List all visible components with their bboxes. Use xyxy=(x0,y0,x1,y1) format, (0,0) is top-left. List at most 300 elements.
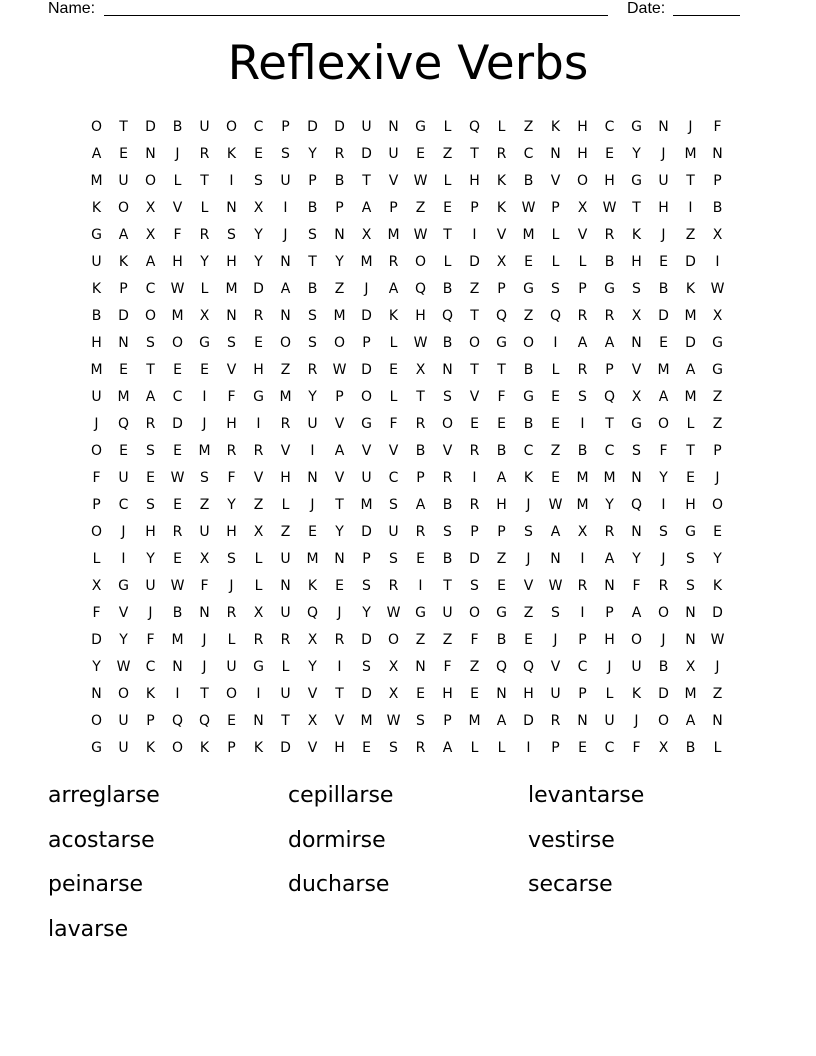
grid-letter: C xyxy=(118,496,129,513)
grid-letter: W xyxy=(332,361,347,378)
grid-letter: E xyxy=(524,631,533,648)
grid-letter: M xyxy=(468,712,481,729)
grid-letter: V xyxy=(496,226,507,243)
grid-letter: G xyxy=(523,280,534,297)
grid-letter: B xyxy=(658,280,669,297)
grid-letter: Z xyxy=(712,415,723,432)
grid-letter: P xyxy=(389,199,398,216)
grid-letter: F xyxy=(659,442,668,459)
grid-letter: G xyxy=(415,604,426,621)
grid-letter: V xyxy=(550,658,561,675)
grid-letter: L xyxy=(443,253,452,270)
grid-letter: C xyxy=(604,118,615,135)
grid-letter: K xyxy=(631,685,642,702)
grid-letter: P xyxy=(335,388,344,405)
grid-letter: J xyxy=(688,118,693,135)
word-list-item: levantarse xyxy=(528,783,645,808)
grid-letter: R xyxy=(253,631,264,648)
grid-letter: F xyxy=(173,226,182,243)
word-list-item: secarse xyxy=(528,872,613,897)
grid-letter: N xyxy=(280,253,291,270)
grid-letter: R xyxy=(415,415,426,432)
grid-letter: M xyxy=(387,226,400,243)
grid-letter: W xyxy=(170,280,185,297)
grid-letter: O xyxy=(90,442,103,459)
grid-letter: Z xyxy=(523,307,534,324)
grid-letter: Z xyxy=(496,550,507,567)
grid-letter: U xyxy=(91,388,102,405)
grid-letter: K xyxy=(226,145,237,162)
grid-letter: B xyxy=(604,253,615,270)
grid-letter: X xyxy=(253,604,264,621)
grid-letter: Q xyxy=(306,604,319,621)
grid-row xyxy=(83,626,731,653)
grid-letter: O xyxy=(441,415,454,432)
grid-letter: E xyxy=(551,388,560,405)
grid-letter: Z xyxy=(415,199,426,216)
grid-letter: E xyxy=(227,712,236,729)
grid-letter: Y xyxy=(308,388,317,405)
grid-letter: O xyxy=(90,523,103,540)
grid-letter: N xyxy=(91,685,102,702)
grid-letter: I xyxy=(283,199,288,216)
grid-letter: S xyxy=(524,523,533,540)
grid-letter: D xyxy=(658,307,669,324)
grid-letter: K xyxy=(496,199,507,216)
grid-letter: U xyxy=(199,118,210,135)
grid-letter: A xyxy=(631,604,642,621)
grid-letter: K xyxy=(631,226,642,243)
grid-letter: Z xyxy=(523,118,534,135)
grid-letter: F xyxy=(200,577,209,594)
grid-letter: D xyxy=(658,685,669,702)
grid-letter: S xyxy=(308,226,317,243)
grid-letter: Q xyxy=(468,118,481,135)
grid-letter: R xyxy=(280,631,291,648)
grid-letter: A xyxy=(496,469,507,486)
grid-letter: L xyxy=(92,550,101,567)
grid-letter: Z xyxy=(469,280,480,297)
grid-letter: M xyxy=(657,361,670,378)
grid-letter: L xyxy=(497,118,506,135)
grid-letter: Z xyxy=(280,361,291,378)
grid-letter: K xyxy=(496,172,507,189)
grid-letter: Z xyxy=(442,145,453,162)
grid-letter: W xyxy=(548,496,563,513)
grid-letter: N xyxy=(415,658,426,675)
grid-letter: R xyxy=(388,577,399,594)
grid-letter: E xyxy=(470,415,479,432)
grid-letter: Q xyxy=(549,307,562,324)
grid-letter: G xyxy=(253,388,264,405)
grid-letter: P xyxy=(362,550,371,567)
grid-letter: O xyxy=(711,496,724,513)
grid-letter: H xyxy=(577,145,588,162)
grid-letter: R xyxy=(442,469,453,486)
grid-row xyxy=(83,356,731,383)
grid-letter: M xyxy=(684,145,697,162)
grid-letter: U xyxy=(442,604,453,621)
grid-letter: G xyxy=(118,577,129,594)
grid-letter: R xyxy=(550,712,561,729)
grid-letter: E xyxy=(524,253,533,270)
grid-letter: S xyxy=(227,226,236,243)
grid-row xyxy=(83,221,731,248)
grid-letter: M xyxy=(279,388,292,405)
grid-letter: S xyxy=(632,442,641,459)
grid-letter: A xyxy=(91,145,102,162)
grid-letter: N xyxy=(685,631,696,648)
grid-letter: Y xyxy=(308,658,317,675)
grid-letter: J xyxy=(175,145,180,162)
grid-letter: M xyxy=(576,469,589,486)
grid-letter: E xyxy=(659,253,668,270)
grid-letter: E xyxy=(713,523,722,540)
grid-letter: W xyxy=(413,334,428,351)
grid-letter: N xyxy=(334,226,345,243)
grid-letter: U xyxy=(280,172,291,189)
grid-letter: F xyxy=(497,388,506,405)
grid-row xyxy=(83,653,731,680)
grid-letter: K xyxy=(523,469,534,486)
grid-letter: L xyxy=(281,658,290,675)
grid-letter: X xyxy=(685,658,696,675)
grid-letter: R xyxy=(604,523,615,540)
grid-letter: V xyxy=(334,712,345,729)
grid-letter: V xyxy=(523,577,534,594)
grid-letter: S xyxy=(146,496,155,513)
word-list-item: peinarse xyxy=(48,872,144,897)
grid-letter: F xyxy=(227,388,236,405)
grid-letter: S xyxy=(227,334,236,351)
grid-letter: S xyxy=(686,550,695,567)
grid-letter: Y xyxy=(659,469,668,486)
grid-letter: E xyxy=(119,442,128,459)
grid-letter: F xyxy=(92,469,101,486)
grid-letter: S xyxy=(632,280,641,297)
grid-letter: E xyxy=(389,361,398,378)
grid-letter: G xyxy=(712,361,723,378)
grid-letter: A xyxy=(658,388,669,405)
grid-letter: L xyxy=(551,361,560,378)
grid-letter: G xyxy=(415,118,426,135)
grid-letter: C xyxy=(172,388,183,405)
grid-letter: S xyxy=(308,334,317,351)
grid-letter: K xyxy=(91,199,102,216)
grid-letter: J xyxy=(526,550,531,567)
grid-letter: G xyxy=(496,604,507,621)
grid-row xyxy=(83,464,731,491)
grid-letter: Q xyxy=(630,496,643,513)
grid-letter: S xyxy=(416,712,425,729)
grid-letter: H xyxy=(496,496,507,513)
grid-letter: H xyxy=(334,739,345,756)
grid-letter: Y xyxy=(254,253,263,270)
grid-letter: R xyxy=(577,577,588,594)
grid-letter: H xyxy=(226,415,237,432)
grid-letter: U xyxy=(388,523,399,540)
grid-letter: I xyxy=(688,199,693,216)
grid-letter: U xyxy=(118,739,129,756)
grid-letter: X xyxy=(199,307,210,324)
grid-letter: G xyxy=(631,172,642,189)
grid-letter: S xyxy=(254,172,263,189)
grid-letter: H xyxy=(172,253,183,270)
grid-letter: E xyxy=(605,145,614,162)
grid-letter: I xyxy=(553,334,558,351)
grid-letter: V xyxy=(226,361,237,378)
grid-letter: S xyxy=(443,523,452,540)
grid-letter: M xyxy=(360,712,373,729)
grid-letter: N xyxy=(280,577,291,594)
grid-letter: H xyxy=(577,118,588,135)
grid-letter: U xyxy=(118,172,129,189)
grid-letter: C xyxy=(604,442,615,459)
grid-letter: J xyxy=(607,658,612,675)
grid-letter: N xyxy=(577,712,588,729)
grid-letter: I xyxy=(580,415,585,432)
grid-letter: D xyxy=(280,739,291,756)
grid-letter: L xyxy=(551,226,560,243)
grid-letter: X xyxy=(658,739,669,756)
grid-letter: U xyxy=(199,523,210,540)
grid-letter: B xyxy=(685,739,696,756)
grid-letter: U xyxy=(280,550,291,567)
grid-letter: S xyxy=(200,469,209,486)
grid-letter: M xyxy=(684,388,697,405)
grid-letter: R xyxy=(658,577,669,594)
grid-letter: M xyxy=(603,469,616,486)
grid-letter: J xyxy=(229,577,234,594)
grid-letter: E xyxy=(416,145,425,162)
grid-letter: G xyxy=(523,388,534,405)
grid-letter: I xyxy=(661,496,666,513)
grid-letter: O xyxy=(90,712,103,729)
grid-letter: W xyxy=(710,631,725,648)
grid-letter: S xyxy=(551,604,560,621)
grid-letter: I xyxy=(202,388,207,405)
grid-letter: B xyxy=(307,199,318,216)
grid-letter: A xyxy=(145,388,156,405)
grid-letter: W xyxy=(413,172,428,189)
date-label: Date: xyxy=(627,0,666,17)
grid-letter: U xyxy=(388,145,399,162)
grid-letter: F xyxy=(713,118,722,135)
grid-letter: H xyxy=(415,307,426,324)
grid-letter: P xyxy=(713,172,722,189)
grid-letter: P xyxy=(335,199,344,216)
grid-letter: R xyxy=(334,631,345,648)
grid-letter: N xyxy=(712,712,723,729)
grid-letter: U xyxy=(118,469,129,486)
grid-letter: G xyxy=(604,280,615,297)
grid-letter: Z xyxy=(280,523,291,540)
grid-letter: Q xyxy=(495,307,508,324)
grid-letter: L xyxy=(470,739,479,756)
grid-letter: X xyxy=(91,577,102,594)
grid-letter: N xyxy=(604,577,615,594)
grid-letter: M xyxy=(360,253,373,270)
grid-letter: A xyxy=(604,550,615,567)
grid-letter: U xyxy=(91,253,102,270)
grid-letter: H xyxy=(658,199,669,216)
grid-letter: X xyxy=(253,199,264,216)
grid-letter: L xyxy=(200,199,209,216)
grid-letter: S xyxy=(146,334,155,351)
date-blank-line xyxy=(673,15,740,16)
grid-letter: T xyxy=(416,388,425,405)
grid-letter: Y xyxy=(200,253,209,270)
word-list-item: cepillarse xyxy=(288,783,394,808)
grid-letter: M xyxy=(90,172,103,189)
grid-letter: N xyxy=(280,307,291,324)
grid-letter: J xyxy=(364,280,369,297)
name-label: Name: xyxy=(48,0,96,17)
grid-letter: O xyxy=(117,199,130,216)
grid-letter: G xyxy=(496,334,507,351)
grid-letter: R xyxy=(604,226,615,243)
grid-letter: N xyxy=(631,334,642,351)
grid-letter: N xyxy=(145,145,156,162)
grid-letter: V xyxy=(631,361,642,378)
grid-letter: R xyxy=(415,739,426,756)
grid-letter: L xyxy=(686,415,695,432)
grid-letter: I xyxy=(580,604,585,621)
grid-letter: B xyxy=(442,550,453,567)
grid-letter: B xyxy=(442,280,453,297)
word-list-item: vestirse xyxy=(528,827,615,853)
grid-letter: J xyxy=(202,415,207,432)
grid-letter: R xyxy=(577,361,588,378)
grid-letter: P xyxy=(92,496,101,513)
grid-letter: E xyxy=(416,685,425,702)
grid-letter: D xyxy=(523,712,534,729)
grid-letter: O xyxy=(360,388,373,405)
grid-letter: S xyxy=(470,577,479,594)
grid-letter: B xyxy=(307,280,318,297)
grid-letter: H xyxy=(145,523,156,540)
grid-letter: S xyxy=(578,388,587,405)
grid-letter: G xyxy=(712,334,723,351)
grid-row xyxy=(83,329,731,356)
grid-letter: A xyxy=(118,226,129,243)
grid-letter: N xyxy=(118,334,129,351)
grid-letter: H xyxy=(523,685,534,702)
grid-letter: S xyxy=(362,658,371,675)
grid-letter: F xyxy=(92,604,101,621)
grid-letter: F xyxy=(632,577,641,594)
grid-letter: O xyxy=(171,739,184,756)
grid-letter: Q xyxy=(117,415,130,432)
grid-letter: K xyxy=(91,280,102,297)
grid-letter: D xyxy=(361,523,372,540)
grid-letter: W xyxy=(386,712,401,729)
grid-letter: R xyxy=(604,307,615,324)
grid-letter: I xyxy=(310,442,315,459)
grid-letter: V xyxy=(361,442,372,459)
grid-letter: P xyxy=(119,280,128,297)
grid-letter: L xyxy=(227,631,236,648)
grid-letter: O xyxy=(657,415,670,432)
grid-letter: G xyxy=(685,523,696,540)
grid-letter: A xyxy=(550,523,561,540)
grid-letter: B xyxy=(523,361,534,378)
grid-letter: X xyxy=(307,712,318,729)
grid-letter: B xyxy=(442,496,453,513)
grid-letter: U xyxy=(280,685,291,702)
grid-letter: B xyxy=(577,442,588,459)
grid-letter: E xyxy=(119,361,128,378)
grid-letter: R xyxy=(334,145,345,162)
grid-letter: O xyxy=(630,631,643,648)
grid-letter: T xyxy=(335,496,344,513)
grid-letter: N xyxy=(685,604,696,621)
grid-letter: R xyxy=(199,226,210,243)
grid-letter: M xyxy=(225,280,238,297)
grid-letter: A xyxy=(685,712,696,729)
grid-letter: S xyxy=(686,577,695,594)
grid-letter: S xyxy=(389,550,398,567)
grid-row xyxy=(83,302,731,329)
grid-letter: A xyxy=(496,712,507,729)
grid-letter: H xyxy=(442,685,453,702)
grid-letter: T xyxy=(605,415,614,432)
grid-letter: D xyxy=(253,280,264,297)
grid-letter: W xyxy=(521,199,536,216)
grid-letter: J xyxy=(661,226,666,243)
grid-letter: B xyxy=(523,172,534,189)
grid-letter: K xyxy=(118,253,129,270)
grid-letter: T xyxy=(497,361,506,378)
grid-letter: W xyxy=(413,226,428,243)
grid-letter: P xyxy=(578,631,587,648)
grid-letter: I xyxy=(418,577,423,594)
grid-row xyxy=(83,275,731,302)
grid-letter: O xyxy=(117,685,130,702)
grid-letter: Z xyxy=(550,442,561,459)
word-list-item: acostarse xyxy=(48,827,155,853)
grid-letter: H xyxy=(226,253,237,270)
grid-letter: N xyxy=(307,469,318,486)
grid-letter: T xyxy=(200,685,209,702)
grid-letter: G xyxy=(199,334,210,351)
grid-letter: L xyxy=(443,172,452,189)
grid-letter: U xyxy=(361,469,372,486)
grid-letter: Y xyxy=(335,253,344,270)
grid-row xyxy=(83,680,731,707)
grid-letter: X xyxy=(145,226,156,243)
grid-letter: E xyxy=(335,577,344,594)
grid-letter: O xyxy=(225,118,238,135)
grid-letter: I xyxy=(472,469,477,486)
grid-letter: U xyxy=(280,604,291,621)
grid-letter: S xyxy=(362,577,371,594)
grid-letter: M xyxy=(117,388,130,405)
grid-row xyxy=(83,410,731,437)
grid-row xyxy=(83,248,731,275)
grid-letter: N xyxy=(658,118,669,135)
grid-letter: O xyxy=(387,631,400,648)
grid-letter: I xyxy=(256,415,261,432)
grid-letter: V xyxy=(334,415,345,432)
grid-letter: R xyxy=(307,361,318,378)
grid-letter: H xyxy=(631,253,642,270)
grid-letter: M xyxy=(198,442,211,459)
grid-letter: R xyxy=(199,145,210,162)
grid-letter: I xyxy=(229,172,234,189)
grid-letter: K xyxy=(685,280,696,297)
grid-letter: N xyxy=(253,712,264,729)
